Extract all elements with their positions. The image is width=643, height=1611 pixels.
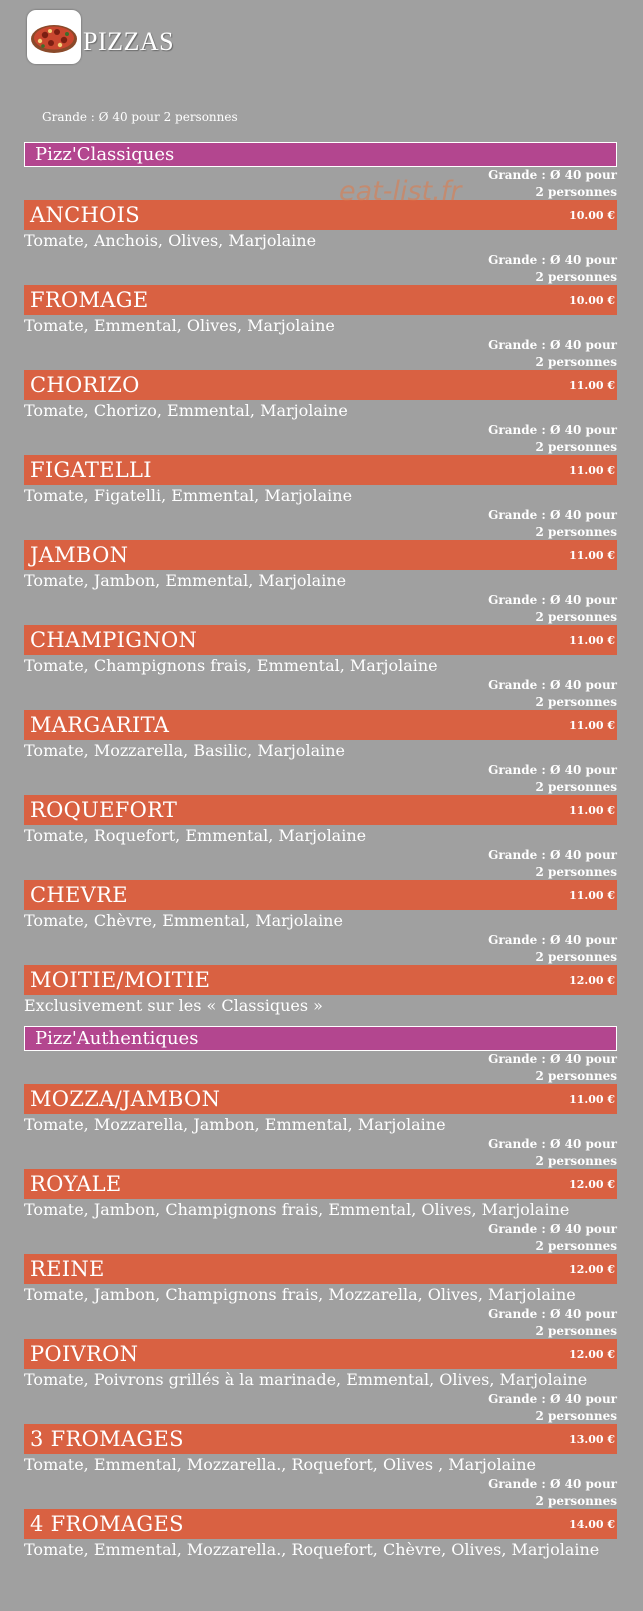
item-name: 4 FROMAGES (30, 1512, 184, 1536)
menu-item (24, 1051, 617, 1136)
menu-item (24, 932, 617, 1017)
size-note (24, 167, 617, 200)
category-header: Pizz'Authentiques (24, 1026, 617, 1051)
menu-item (24, 252, 617, 337)
size-note (24, 677, 617, 710)
menu-item (24, 422, 617, 507)
size-note (24, 1221, 617, 1254)
page-title: PIZZAS (83, 27, 175, 56)
item-name: MOZZA/JAMBON (30, 1087, 221, 1111)
item-price: 10.00 € (569, 208, 615, 222)
menu-item (24, 167, 617, 252)
size-note-text: Grande : Ø 40 pour 2 personnes (488, 678, 617, 709)
size-note (24, 1391, 617, 1424)
item-price: 10.00 € (569, 293, 615, 307)
item-description: Tomate, Poivrons grillés à la marinade, Emmental, Olives, Marjolaine (24, 1370, 588, 1389)
size-note-text: Grande : Ø 40 pour 2 personnes (488, 1477, 617, 1508)
size-note-text: Grande : Ø 40 pour 2 personnes (488, 763, 617, 794)
item-description: Tomate, Roquefort, Emmental, Marjolaine (24, 826, 367, 845)
item-description: Tomate, Figatelli, Emmental, Marjolaine (24, 486, 353, 505)
size-note-text: Grande : Ø 40 pour 2 personnes (488, 253, 617, 284)
size-note (24, 252, 617, 285)
size-note (24, 592, 617, 625)
size-note (24, 1476, 617, 1509)
pizza-menu (24, 142, 617, 1561)
item-price: 12.00 € (569, 973, 615, 987)
item-price: 11.00 € (569, 718, 615, 732)
item-price: 13.00 € (569, 1432, 615, 1446)
item-title-bar (24, 1254, 617, 1284)
size-note-text: Grande : Ø 40 pour 2 personnes (488, 1052, 617, 1083)
menu-category (24, 1026, 617, 1561)
item-description: Tomate, Mozzarella, Basilic, Marjolaine (24, 741, 346, 760)
item-title-bar (24, 710, 617, 740)
menu-item (24, 1221, 617, 1306)
item-price: 12.00 € (569, 1262, 615, 1276)
item-name: MOITIE/MOITIE (30, 968, 211, 992)
menu-item (24, 762, 617, 847)
item-name: CHEVRE (30, 883, 128, 907)
menu-item (24, 1306, 617, 1391)
item-description: Tomate, Emmental, Mozzarella., Roquefort, Olives , Marjolaine (24, 1455, 536, 1474)
size-note-text: Grande : Ø 40 pour 2 personnes (488, 1307, 617, 1338)
item-title-bar (24, 285, 617, 315)
size-note-text: Grande : Ø 40 pour 2 personnes (488, 168, 617, 199)
item-description: Tomate, Mozzarella, Jambon, Emmental, Marjolaine (24, 1115, 446, 1134)
item-name: REINE (30, 1257, 105, 1281)
item-description: Tomate, Anchois, Olives, Marjolaine (24, 231, 317, 250)
item-price: 11.00 € (569, 378, 615, 392)
size-subtitle: Grande : Ø 40 pour 2 personnes (42, 110, 238, 124)
item-name: FIGATELLI (30, 458, 152, 482)
page-header (27, 9, 174, 65)
item-title-bar (24, 455, 617, 485)
item-description: Tomate, Champignons frais, Emmental, Marjolaine (24, 656, 438, 675)
item-description: Tomate, Emmental, Olives, Marjolaine (24, 316, 335, 335)
item-description: Tomate, Chèvre, Emmental, Marjolaine (24, 911, 343, 930)
item-title-bar (24, 965, 617, 995)
item-name: MARGARITA (30, 713, 170, 737)
item-price: 11.00 € (569, 803, 615, 817)
pizza-logo-icon (27, 10, 81, 64)
menu-category (24, 142, 617, 1017)
size-note (24, 932, 617, 965)
size-note (24, 507, 617, 540)
item-price: 12.00 € (569, 1347, 615, 1361)
item-description: Exclusivement sur les « Classiques » (24, 996, 323, 1015)
size-note (24, 847, 617, 880)
item-title-bar (24, 1169, 617, 1199)
size-note (24, 1306, 617, 1339)
menu-item (24, 1476, 617, 1561)
size-note-text: Grande : Ø 40 pour 2 personnes (488, 338, 617, 369)
size-note (24, 422, 617, 455)
category-header: Pizz'Classiques (24, 142, 617, 167)
item-title-bar (24, 1509, 617, 1539)
menu-item (24, 1136, 617, 1221)
size-note-text: Grande : Ø 40 pour 2 personnes (488, 1222, 617, 1253)
size-note-text: Grande : Ø 40 pour 2 personnes (488, 848, 617, 879)
item-price: 12.00 € (569, 1177, 615, 1191)
item-price: 14.00 € (569, 1517, 615, 1531)
size-note (24, 762, 617, 795)
item-name: FROMAGE (30, 288, 149, 312)
size-note (24, 1051, 617, 1084)
menu-item (24, 1391, 617, 1476)
category-spacer (24, 1017, 617, 1026)
menu-item (24, 677, 617, 762)
item-title-bar (24, 1339, 617, 1369)
item-description: Tomate, Jambon, Champignons frais, Mozzarella, Olives, Marjolaine (24, 1285, 576, 1304)
size-note-text: Grande : Ø 40 pour 2 personnes (488, 508, 617, 539)
item-name: JAMBON (30, 543, 129, 567)
item-title-bar (24, 370, 617, 400)
item-description: Tomate, Emmental, Mozzarella., Roquefort, Chèvre, Olives, Marjolaine (24, 1540, 600, 1559)
menu-item (24, 337, 617, 422)
item-name: 3 FROMAGES (30, 1427, 184, 1451)
item-name: ANCHOIS (30, 203, 140, 227)
size-note (24, 337, 617, 370)
item-title-bar (24, 200, 617, 230)
item-name: CHAMPIGNON (30, 628, 198, 652)
item-description: Tomate, Jambon, Champignons frais, Emmental, Olives, Marjolaine (24, 1200, 570, 1219)
item-title-bar (24, 1084, 617, 1114)
item-price: 11.00 € (569, 888, 615, 902)
menu-item (24, 592, 617, 677)
size-note-text: Grande : Ø 40 pour 2 personnes (488, 1392, 617, 1423)
item-price: 11.00 € (569, 463, 615, 477)
item-name: POIVRON (30, 1342, 139, 1366)
size-note-text: Grande : Ø 40 pour 2 personnes (488, 593, 617, 624)
item-description: Tomate, Jambon, Emmental, Marjolaine (24, 571, 347, 590)
size-note-text: Grande : Ø 40 pour 2 personnes (488, 933, 617, 964)
menu-item (24, 847, 617, 932)
item-price: 11.00 € (569, 633, 615, 647)
item-title-bar (24, 625, 617, 655)
item-title-bar (24, 795, 617, 825)
menu-item (24, 507, 617, 592)
watermark: eat-list.fr (339, 176, 462, 207)
size-note-text: Grande : Ø 40 pour 2 personnes (488, 1137, 617, 1168)
item-description: Tomate, Chorizo, Emmental, Marjolaine (24, 401, 348, 420)
item-title-bar (24, 1424, 617, 1454)
item-name: ROQUEFORT (30, 798, 178, 822)
item-price: 11.00 € (569, 1092, 615, 1106)
item-price: 11.00 € (569, 548, 615, 562)
size-note (24, 1136, 617, 1169)
item-title-bar (24, 540, 617, 570)
size-note-text: Grande : Ø 40 pour 2 personnes (488, 423, 617, 454)
item-name: CHORIZO (30, 373, 140, 397)
item-name: ROYALE (30, 1172, 122, 1196)
item-title-bar (24, 880, 617, 910)
